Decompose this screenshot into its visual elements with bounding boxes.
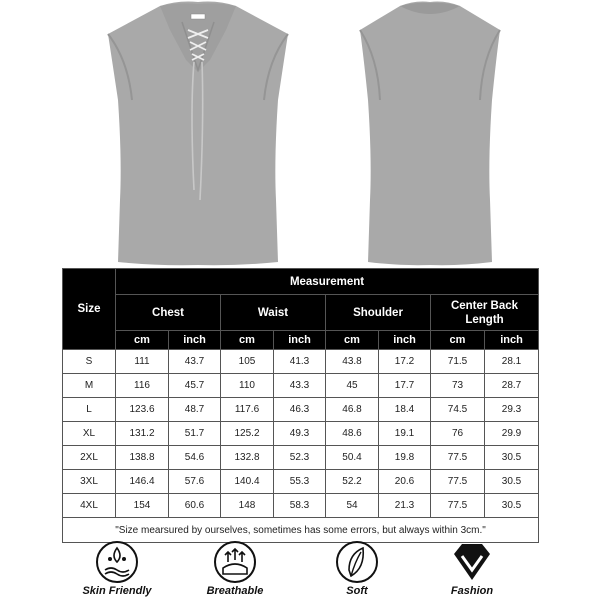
feature-breathable [180, 540, 290, 597]
size-cell: 3XL [63, 470, 116, 494]
unit-header: cm [431, 331, 485, 350]
measurement-cell: 131.2 [116, 422, 169, 446]
measurement-cell: 138.8 [116, 446, 169, 470]
unit-header: cm [221, 331, 274, 350]
measurement-cell: 48.6 [326, 422, 379, 446]
size-cell: 4XL [63, 494, 116, 518]
measurement-cell: 52.2 [326, 470, 379, 494]
measurement-cell: 111 [116, 350, 169, 374]
feature-fashion [417, 540, 527, 597]
measurement-cell: 29.9 [485, 422, 539, 446]
measurement-cell: 54 [326, 494, 379, 518]
feature-label: Soft [346, 585, 368, 597]
unit-header: inch [274, 331, 326, 350]
size-note: "Size mearsured by ourselves, sometimes has some errors, but always within 3cm." [63, 518, 539, 543]
measurement-cell: 45 [326, 374, 379, 398]
measurement-cell: 43.8 [326, 350, 379, 374]
measurement-cell: 123.6 [116, 398, 169, 422]
measurement-cell: 18.4 [379, 398, 431, 422]
measurement-cell: 148 [221, 494, 274, 518]
measurement-cell: 117.6 [221, 398, 274, 422]
measurement-cell: 146.4 [116, 470, 169, 494]
measurement-cell: 77.5 [431, 494, 485, 518]
unit-header: cm [116, 331, 169, 350]
feature-label: Fashion [450, 585, 494, 597]
size-cell: 2XL [63, 446, 116, 470]
measurement-cell: 28.1 [485, 350, 539, 374]
table-row [63, 422, 539, 446]
measurement-header: Measurement [116, 269, 539, 295]
shirt-front-image [98, 0, 298, 266]
soft-feather-icon [335, 540, 379, 584]
measurement-cell: 105 [221, 350, 274, 374]
unit-header: inch [485, 331, 539, 350]
measurement-cell: 76 [431, 422, 485, 446]
feature-label: Breathable [206, 585, 264, 597]
feature-skin-friendly [62, 540, 172, 597]
measurement-cell: 154 [116, 494, 169, 518]
product-images [0, 0, 600, 268]
measurement-cell: 57.6 [169, 470, 221, 494]
table-row [63, 398, 539, 422]
measurement-cell: 52.3 [274, 446, 326, 470]
measurement-cell: 46.8 [326, 398, 379, 422]
measurement-cell: 21.3 [379, 494, 431, 518]
size-cell: L [63, 398, 116, 422]
features-row [62, 540, 538, 600]
shirt-back-image [350, 0, 510, 266]
center-back-length-header: Center Back Length [431, 295, 539, 331]
waist-header: Waist [221, 295, 326, 331]
measurement-cell: 17.7 [379, 374, 431, 398]
unit-header: inch [169, 331, 221, 350]
measurement-cell: 48.7 [169, 398, 221, 422]
measurement-cell: 58.3 [274, 494, 326, 518]
measurement-cell: 74.5 [431, 398, 485, 422]
table-row [63, 494, 539, 518]
measurement-cell: 28.7 [485, 374, 539, 398]
measurement-cell: 132.8 [221, 446, 274, 470]
measurement-cell: 125.2 [221, 422, 274, 446]
measurement-cell: 51.7 [169, 422, 221, 446]
measurement-cell: 30.5 [485, 446, 539, 470]
measurement-cell: 50.4 [326, 446, 379, 470]
measurement-cell: 140.4 [221, 470, 274, 494]
measurement-cell: 30.5 [485, 470, 539, 494]
unit-header: inch [379, 331, 431, 350]
measurement-cell: 43.7 [169, 350, 221, 374]
measurement-cell: 55.3 [274, 470, 326, 494]
measurement-cell: 110 [221, 374, 274, 398]
measurement-cell: 116 [116, 374, 169, 398]
measurement-cell: 73 [431, 374, 485, 398]
measurement-cell: 77.5 [431, 446, 485, 470]
size-cell: XL [63, 422, 116, 446]
breathable-icon [213, 540, 257, 584]
measurement-cell: 19.8 [379, 446, 431, 470]
chest-header: Chest [116, 295, 221, 331]
measurement-cell: 60.6 [169, 494, 221, 518]
table-row [63, 374, 539, 398]
feature-soft [302, 540, 412, 597]
size-chart-table [62, 268, 539, 543]
measurement-cell: 54.6 [169, 446, 221, 470]
table-row [63, 446, 539, 470]
shoulder-header: Shoulder [326, 295, 431, 331]
skin-friendly-icon [95, 540, 139, 584]
fashion-diamond-icon [450, 540, 494, 584]
measurement-cell: 46.3 [274, 398, 326, 422]
table-row [63, 350, 539, 374]
measurement-cell: 45.7 [169, 374, 221, 398]
feature-label: Skin Friendly [82, 585, 152, 597]
measurement-cell: 20.6 [379, 470, 431, 494]
unit-header: cm [326, 331, 379, 350]
measurement-cell: 41.3 [274, 350, 326, 374]
measurement-cell: 71.5 [431, 350, 485, 374]
measurement-cell: 17.2 [379, 350, 431, 374]
measurement-cell: 49.3 [274, 422, 326, 446]
measurement-cell: 19.1 [379, 422, 431, 446]
size-cell: S [63, 350, 116, 374]
size-cell: M [63, 374, 116, 398]
measurement-cell: 30.5 [485, 494, 539, 518]
measurement-cell: 77.5 [431, 470, 485, 494]
measurement-cell: 43.3 [274, 374, 326, 398]
table-row [63, 470, 539, 494]
size-header: Size [63, 269, 116, 350]
measurement-cell: 29.3 [485, 398, 539, 422]
